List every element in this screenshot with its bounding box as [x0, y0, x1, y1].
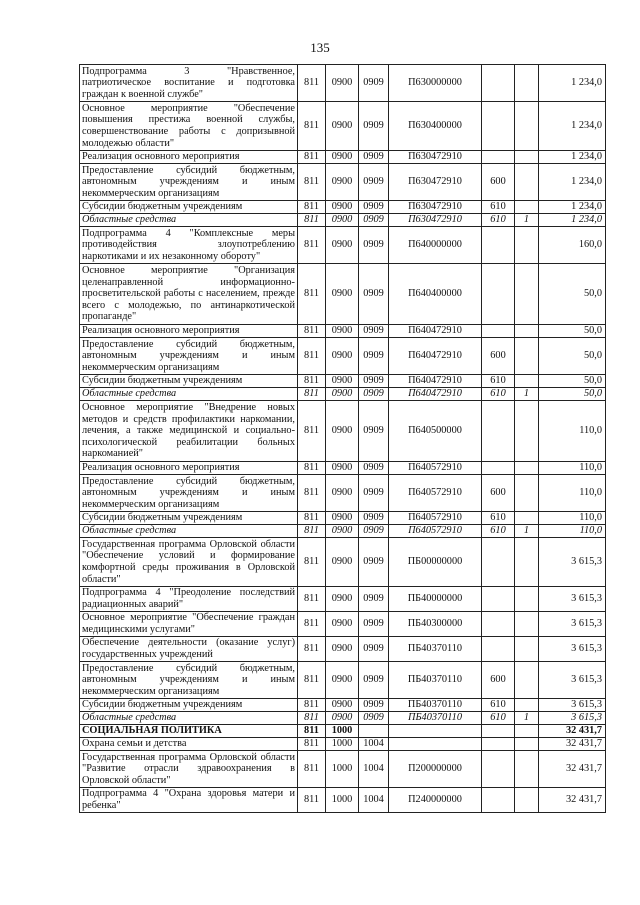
- funding-source-cell: [515, 375, 539, 388]
- expense-type-cell: [482, 325, 515, 338]
- target-article-cell: П630400000: [389, 102, 482, 151]
- table-row: [80, 699, 606, 712]
- ministry-code-cell: 811: [298, 214, 326, 227]
- table-row: [80, 712, 606, 725]
- subsection-cell: 0909: [359, 475, 389, 512]
- expense-type-cell: [482, 65, 515, 102]
- expense-type-cell: [482, 637, 515, 662]
- section-cell: 0900: [326, 65, 359, 102]
- table-row: [80, 164, 606, 201]
- funding-source-cell: [515, 462, 539, 475]
- table-row: [80, 338, 606, 375]
- amount-cell: 3 615,3: [539, 612, 606, 637]
- expense-type-cell: 610: [482, 214, 515, 227]
- expense-type-cell: 610: [482, 388, 515, 401]
- target-article-cell: П630472910: [389, 151, 482, 164]
- funding-source-cell: [515, 512, 539, 525]
- subsection-cell: 0909: [359, 388, 389, 401]
- target-article-cell: П640572910: [389, 475, 482, 512]
- funding-source-cell: [515, 699, 539, 712]
- funding-source-cell: [515, 788, 539, 813]
- section-cell: 0900: [326, 612, 359, 637]
- target-article-cell: П630472910: [389, 201, 482, 214]
- table-row: [80, 375, 606, 388]
- target-article-cell: П200000000: [389, 751, 482, 788]
- target-article-cell: П640000000: [389, 227, 482, 264]
- subsection-cell: 0909: [359, 637, 389, 662]
- amount-cell: 32 431,7: [539, 788, 606, 813]
- budget-table: [79, 64, 606, 813]
- subsection-cell: 0909: [359, 587, 389, 612]
- row-name-cell: Субсидии бюджетным учреждениям: [80, 512, 298, 525]
- expense-type-cell: 610: [482, 712, 515, 725]
- section-cell: 0900: [326, 264, 359, 325]
- funding-source-cell: [515, 538, 539, 587]
- funding-source-cell: 1: [515, 388, 539, 401]
- ministry-code-cell: 811: [298, 751, 326, 788]
- amount-cell: 50,0: [539, 375, 606, 388]
- subsection-cell: 0909: [359, 214, 389, 227]
- funding-source-cell: [515, 587, 539, 612]
- row-name-cell: Предоставление субсидий бюджетным, автономным учреждениям и иным некоммерческим организациям: [80, 338, 298, 375]
- ministry-code-cell: 811: [298, 512, 326, 525]
- section-cell: 1000: [326, 751, 359, 788]
- table-row: [80, 388, 606, 401]
- expense-type-cell: [482, 102, 515, 151]
- subsection-cell: 0909: [359, 462, 389, 475]
- subsection-cell: 0909: [359, 65, 389, 102]
- amount-cell: 32 431,7: [539, 751, 606, 788]
- ministry-code-cell: 811: [298, 375, 326, 388]
- row-name-cell: Субсидии бюджетным учреждениям: [80, 375, 298, 388]
- amount-cell: 1 234,0: [539, 214, 606, 227]
- section-cell: 0900: [326, 712, 359, 725]
- table-row: [80, 788, 606, 813]
- target-article-cell: ПБ40370110: [389, 699, 482, 712]
- table-row: [80, 201, 606, 214]
- target-article-cell: ПБ40370110: [389, 662, 482, 699]
- funding-source-cell: [515, 338, 539, 375]
- ministry-code-cell: 811: [298, 525, 326, 538]
- expense-type-cell: 600: [482, 164, 515, 201]
- row-name-cell: Подпрограмма 4 "Комплексные меры противодействия злоупотреблению наркотиками и их незаконному обороту": [80, 227, 298, 264]
- amount-cell: 1 234,0: [539, 201, 606, 214]
- section-cell: 0900: [326, 227, 359, 264]
- row-name-cell: Субсидии бюджетным учреждениям: [80, 699, 298, 712]
- ministry-code-cell: 811: [298, 612, 326, 637]
- amount-cell: 1 234,0: [539, 151, 606, 164]
- subsection-cell: 0909: [359, 338, 389, 375]
- table-row: [80, 325, 606, 338]
- table-row: [80, 538, 606, 587]
- row-name-cell: Государственная программа Орловской области "Обеспечение условий и формирование комфортной среды проживания в Орловской области": [80, 538, 298, 587]
- row-name-cell: Основное мероприятие "Внедрение новых методов и средств профилактики наркомании, лечения, а также медицинской и социально-психологической реабилитации больных наркоманией": [80, 401, 298, 462]
- funding-source-cell: 1: [515, 712, 539, 725]
- section-cell: 1000: [326, 738, 359, 751]
- row-name-cell: Обеспечение деятельности (оказание услуг) государственных учреждений: [80, 637, 298, 662]
- section-cell: 0900: [326, 375, 359, 388]
- amount-cell: 110,0: [539, 462, 606, 475]
- expense-type-cell: 610: [482, 699, 515, 712]
- amount-cell: 1 234,0: [539, 65, 606, 102]
- expense-type-cell: [482, 151, 515, 164]
- row-name-cell: Предоставление субсидий бюджетным, автономным учреждениям и иным некоммерческим организациям: [80, 164, 298, 201]
- ministry-code-cell: 811: [298, 788, 326, 813]
- amount-cell: 32 431,7: [539, 738, 606, 751]
- table-row: [80, 725, 606, 738]
- amount-cell: 1 234,0: [539, 164, 606, 201]
- section-cell: 0900: [326, 201, 359, 214]
- table-row: [80, 264, 606, 325]
- section-cell: 0900: [326, 214, 359, 227]
- expense-type-cell: [482, 227, 515, 264]
- amount-cell: 50,0: [539, 388, 606, 401]
- funding-source-cell: [515, 227, 539, 264]
- target-article-cell: П640472910: [389, 325, 482, 338]
- amount-cell: 50,0: [539, 325, 606, 338]
- subsection-cell: 0909: [359, 102, 389, 151]
- amount-cell: 110,0: [539, 475, 606, 512]
- ministry-code-cell: 811: [298, 325, 326, 338]
- subsection-cell: 0909: [359, 712, 389, 725]
- row-name-cell: Основное мероприятие "Организация целенаправленной информационно-просветительской работы с населением, прежде всего с молодежью, по антинаркотической пропаганде": [80, 264, 298, 325]
- target-article-cell: ПБ40000000: [389, 587, 482, 612]
- amount-cell: 50,0: [539, 264, 606, 325]
- section-cell: 0900: [326, 388, 359, 401]
- table-row: [80, 102, 606, 151]
- target-article-cell: [389, 725, 482, 738]
- expense-type-cell: [482, 264, 515, 325]
- funding-source-cell: [515, 475, 539, 512]
- row-name-cell: Основное мероприятие "Обеспечение повышения престижа военной службы, совершенствование работы с допризывной молодежью области": [80, 102, 298, 151]
- target-article-cell: ПБ40300000: [389, 612, 482, 637]
- amount-cell: 110,0: [539, 401, 606, 462]
- expense-type-cell: [482, 738, 515, 751]
- section-cell: 0900: [326, 475, 359, 512]
- row-name-cell: Предоставление субсидий бюджетным, автономным учреждениям и иным некоммерческим организациям: [80, 475, 298, 512]
- ministry-code-cell: 811: [298, 338, 326, 375]
- funding-source-cell: [515, 751, 539, 788]
- subsection-cell: 1004: [359, 788, 389, 813]
- target-article-cell: П240000000: [389, 788, 482, 813]
- funding-source-cell: [515, 264, 539, 325]
- table-body: [80, 65, 606, 813]
- amount-cell: 50,0: [539, 338, 606, 375]
- ministry-code-cell: 811: [298, 65, 326, 102]
- section-cell: 0900: [326, 338, 359, 375]
- subsection-cell: 0909: [359, 512, 389, 525]
- target-article-cell: П640572910: [389, 525, 482, 538]
- amount-cell: 3 615,3: [539, 538, 606, 587]
- amount-cell: 110,0: [539, 512, 606, 525]
- table-row: [80, 587, 606, 612]
- ministry-code-cell: 811: [298, 102, 326, 151]
- section-cell: 0900: [326, 637, 359, 662]
- target-article-cell: П640472910: [389, 388, 482, 401]
- row-name-cell: Подпрограмма 3 "Нравственное, патриотическое воспитание и подготовка граждан к военной службе": [80, 65, 298, 102]
- table-row: [80, 475, 606, 512]
- funding-source-cell: [515, 612, 539, 637]
- row-name-cell: Областные средства: [80, 525, 298, 538]
- expense-type-cell: [482, 401, 515, 462]
- row-name-cell: Областные средства: [80, 712, 298, 725]
- ministry-code-cell: 811: [298, 725, 326, 738]
- table-row: [80, 525, 606, 538]
- ministry-code-cell: 811: [298, 462, 326, 475]
- subsection-cell: 0909: [359, 227, 389, 264]
- table-row: [80, 738, 606, 751]
- subsection-cell: 0909: [359, 525, 389, 538]
- table-row: [80, 151, 606, 164]
- subsection-cell: 0909: [359, 612, 389, 637]
- section-cell: 0900: [326, 164, 359, 201]
- expense-type-cell: 600: [482, 475, 515, 512]
- subsection-cell: 0909: [359, 538, 389, 587]
- target-article-cell: П640572910: [389, 512, 482, 525]
- subsection-cell: 0909: [359, 264, 389, 325]
- target-article-cell: П640472910: [389, 338, 482, 375]
- funding-source-cell: [515, 201, 539, 214]
- section-cell: 0900: [326, 662, 359, 699]
- target-article-cell: П640572910: [389, 462, 482, 475]
- ministry-code-cell: 811: [298, 164, 326, 201]
- table-row: [80, 637, 606, 662]
- expense-type-cell: [482, 462, 515, 475]
- row-name-cell: Областные средства: [80, 214, 298, 227]
- funding-source-cell: 1: [515, 525, 539, 538]
- funding-source-cell: [515, 637, 539, 662]
- ministry-code-cell: 811: [298, 538, 326, 587]
- ministry-code-cell: 811: [298, 699, 326, 712]
- target-article-cell: П640500000: [389, 401, 482, 462]
- funding-source-cell: [515, 102, 539, 151]
- table-row: [80, 612, 606, 637]
- target-article-cell: П630472910: [389, 164, 482, 201]
- subsection-cell: 1004: [359, 738, 389, 751]
- funding-source-cell: [515, 65, 539, 102]
- table-row: [80, 214, 606, 227]
- section-cell: 0900: [326, 512, 359, 525]
- ministry-code-cell: 811: [298, 388, 326, 401]
- amount-cell: 32 431,7: [539, 725, 606, 738]
- expense-type-cell: [482, 587, 515, 612]
- row-name-cell: Реализация основного мероприятия: [80, 325, 298, 338]
- page-number: 135: [310, 40, 330, 55]
- expense-type-cell: [482, 788, 515, 813]
- target-article-cell: П640400000: [389, 264, 482, 325]
- expense-type-cell: 610: [482, 375, 515, 388]
- row-name-cell: Подпрограмма 4 "Преодоление последствий радиационных аварий": [80, 587, 298, 612]
- target-article-cell: П630472910: [389, 214, 482, 227]
- expense-type-cell: 600: [482, 338, 515, 375]
- row-name-cell: Реализация основного мероприятия: [80, 151, 298, 164]
- row-name-cell: Предоставление субсидий бюджетным, автономным учреждениям и иным некоммерческим организациям: [80, 662, 298, 699]
- amount-cell: 160,0: [539, 227, 606, 264]
- table-row: [80, 462, 606, 475]
- subsection-cell: 0909: [359, 164, 389, 201]
- subsection-cell: 0909: [359, 375, 389, 388]
- amount-cell: 3 615,3: [539, 637, 606, 662]
- ministry-code-cell: 811: [298, 151, 326, 164]
- funding-source-cell: [515, 325, 539, 338]
- expense-type-cell: 610: [482, 201, 515, 214]
- row-name-cell: Охрана семьи и детства: [80, 738, 298, 751]
- ministry-code-cell: 811: [298, 264, 326, 325]
- funding-source-cell: [515, 401, 539, 462]
- subsection-cell: [359, 725, 389, 738]
- table-row: [80, 512, 606, 525]
- section-cell: 1000: [326, 788, 359, 813]
- funding-source-cell: [515, 725, 539, 738]
- funding-source-cell: [515, 164, 539, 201]
- amount-cell: 110,0: [539, 525, 606, 538]
- expense-type-cell: [482, 751, 515, 788]
- ministry-code-cell: 811: [298, 637, 326, 662]
- row-name-cell: Основное мероприятие "Обеспечение граждан медицинскими услугами": [80, 612, 298, 637]
- funding-source-cell: [515, 151, 539, 164]
- section-cell: 0900: [326, 538, 359, 587]
- row-name-cell: Государственная программа Орловской области "Развитие отрасли здравоохранения в Орловской области": [80, 751, 298, 788]
- target-article-cell: П630000000: [389, 65, 482, 102]
- subsection-cell: 0909: [359, 662, 389, 699]
- ministry-code-cell: 811: [298, 662, 326, 699]
- amount-cell: 3 615,3: [539, 662, 606, 699]
- subsection-cell: 0909: [359, 151, 389, 164]
- ministry-code-cell: 811: [298, 712, 326, 725]
- ministry-code-cell: 811: [298, 227, 326, 264]
- subsection-cell: 1004: [359, 751, 389, 788]
- funding-source-cell: [515, 662, 539, 699]
- amount-cell: 3 615,3: [539, 699, 606, 712]
- table-row: [80, 662, 606, 699]
- subsection-cell: 0909: [359, 325, 389, 338]
- target-article-cell: ПБ40370110: [389, 637, 482, 662]
- ministry-code-cell: 811: [298, 401, 326, 462]
- amount-cell: 3 615,3: [539, 587, 606, 612]
- row-name-cell: СОЦИАЛЬНАЯ ПОЛИТИКА: [80, 725, 298, 738]
- section-cell: 0900: [326, 699, 359, 712]
- expense-type-cell: 600: [482, 662, 515, 699]
- target-article-cell: П640472910: [389, 375, 482, 388]
- row-name-cell: Областные средства: [80, 388, 298, 401]
- section-cell: 0900: [326, 462, 359, 475]
- table-row: [80, 751, 606, 788]
- section-cell: 0900: [326, 151, 359, 164]
- target-article-cell: ПБ00000000: [389, 538, 482, 587]
- subsection-cell: 0909: [359, 201, 389, 214]
- subsection-cell: 0909: [359, 699, 389, 712]
- expense-type-cell: [482, 538, 515, 587]
- subsection-cell: 0909: [359, 401, 389, 462]
- row-name-cell: Подпрограмма 4 "Охрана здоровья матери и ребенка": [80, 788, 298, 813]
- table-row: [80, 65, 606, 102]
- target-article-cell: ПБ40370110: [389, 712, 482, 725]
- section-cell: 0900: [326, 102, 359, 151]
- funding-source-cell: 1: [515, 214, 539, 227]
- amount-cell: 3 615,3: [539, 712, 606, 725]
- ministry-code-cell: 811: [298, 201, 326, 214]
- section-cell: 0900: [326, 401, 359, 462]
- section-cell: 0900: [326, 587, 359, 612]
- amount-cell: 1 234,0: [539, 102, 606, 151]
- row-name-cell: Реализация основного мероприятия: [80, 462, 298, 475]
- table-row: [80, 227, 606, 264]
- expense-type-cell: 610: [482, 512, 515, 525]
- ministry-code-cell: 811: [298, 738, 326, 751]
- table-row: [80, 401, 606, 462]
- funding-source-cell: [515, 738, 539, 751]
- expense-type-cell: 610: [482, 525, 515, 538]
- expense-type-cell: [482, 612, 515, 637]
- section-cell: 1000: [326, 725, 359, 738]
- row-name-cell: Субсидии бюджетным учреждениям: [80, 201, 298, 214]
- section-cell: 0900: [326, 325, 359, 338]
- target-article-cell: [389, 738, 482, 751]
- expense-type-cell: [482, 725, 515, 738]
- ministry-code-cell: 811: [298, 587, 326, 612]
- section-cell: 0900: [326, 525, 359, 538]
- ministry-code-cell: 811: [298, 475, 326, 512]
